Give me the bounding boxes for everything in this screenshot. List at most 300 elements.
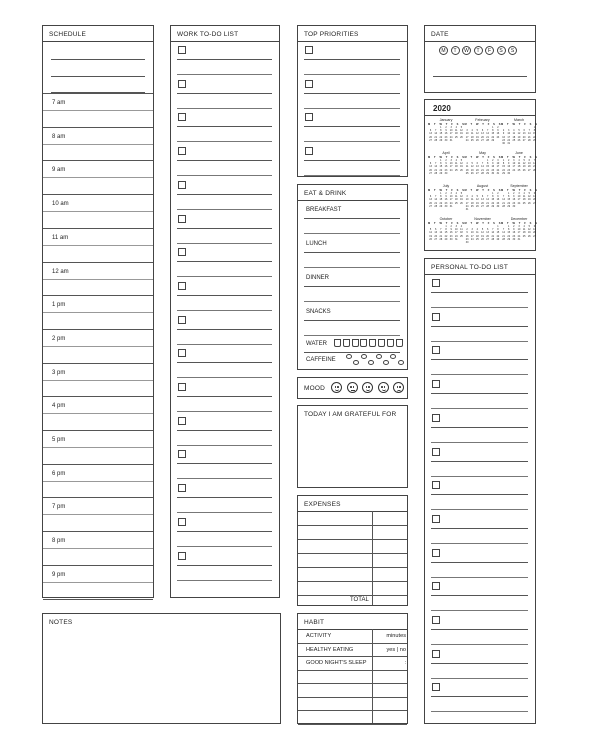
calendar-day: 24 [454, 234, 458, 238]
schedule-hour-row [43, 430, 153, 431]
expense-row-line[interactable] [298, 539, 407, 540]
calendar-day: 17 [517, 231, 521, 235]
calendar-day: 16 [502, 135, 505, 139]
meal-line[interactable] [304, 335, 400, 336]
calendar-month [428, 118, 464, 143]
coffee-bean-icon[interactable] [346, 354, 352, 359]
water-label: WATER [306, 341, 327, 347]
priority-note-line[interactable] [304, 74, 400, 75]
water-cup-icon[interactable] [387, 339, 394, 347]
calendar-day: 2 [492, 158, 494, 162]
blank-line[interactable] [51, 59, 145, 60]
calendar-day: 7 [533, 158, 536, 162]
calendar-day: 25 [454, 135, 458, 139]
schedule-time-label: 12 am [52, 268, 69, 275]
calendar-day: 23 [496, 201, 500, 205]
personal-checkbox[interactable] [432, 279, 440, 287]
priority-line[interactable] [304, 93, 400, 94]
habit-row-line[interactable] [298, 643, 407, 644]
work-checkbox[interactable] [178, 46, 186, 54]
calendar-day: 24 [507, 139, 511, 143]
schedule-half-row[interactable] [43, 110, 153, 111]
work-task-line[interactable] [177, 531, 272, 532]
work-checkbox[interactable] [178, 349, 186, 357]
calendar-day: 3 [518, 191, 520, 195]
schedule-half-row[interactable] [43, 144, 153, 145]
calendar-day: 13 [481, 198, 484, 202]
habit-title: HABIT [304, 619, 325, 626]
work-note-line[interactable] [177, 74, 272, 75]
calendar-day: 30 [444, 139, 448, 143]
calendar-day: 5 [460, 191, 463, 195]
schedule-hour-row [43, 228, 153, 229]
schedule-half-row[interactable] [43, 481, 153, 482]
calendar-day: 28 [527, 139, 531, 143]
work-note-line[interactable] [177, 276, 272, 277]
calendar-day: 24 [449, 168, 453, 172]
meal-line[interactable] [304, 267, 400, 268]
calendar-day: 17 [465, 201, 469, 205]
content-face-icon[interactable] [378, 382, 389, 393]
personal-note-line[interactable] [431, 442, 528, 443]
calendar-day: 9 [497, 194, 499, 198]
work-checkbox[interactable] [178, 113, 186, 121]
personal-checkbox[interactable] [432, 650, 440, 658]
work-note-line[interactable] [177, 310, 272, 311]
calendar-day: 12 [527, 227, 531, 231]
work-note-line[interactable] [177, 344, 272, 345]
calendar-day: 26 [460, 201, 463, 205]
calendar-month-name: October [439, 217, 453, 221]
work-task-line[interactable] [177, 396, 272, 397]
expenses-total-label: TOTAL [350, 597, 369, 603]
calendar-month-name: September [510, 184, 528, 188]
habit-row-line[interactable] [298, 710, 407, 711]
priority-checkbox[interactable] [305, 113, 313, 121]
top-priorities-panel [297, 25, 408, 177]
habit-name: ACTIVITY [306, 633, 332, 639]
water-cup-icon[interactable] [334, 339, 341, 347]
calendar-day: 19 [460, 132, 463, 136]
calendar-month-name: April [442, 151, 450, 155]
work-checkbox[interactable] [178, 147, 186, 155]
schedule-half-row[interactable] [43, 413, 153, 414]
personal-task-line[interactable] [431, 528, 528, 529]
personal-checkbox[interactable] [432, 414, 440, 422]
meal-line[interactable] [304, 301, 400, 302]
habit-row-line[interactable] [298, 656, 407, 657]
top-priorities-title: TOP PRIORITIES [304, 31, 359, 38]
calendar-day: 3 [508, 128, 510, 132]
work-task-line[interactable] [177, 126, 272, 127]
calendar-day: 12 [429, 231, 432, 235]
schedule-time-label: 11 am [52, 234, 69, 241]
work-task-line[interactable] [177, 565, 272, 566]
priority-note-line[interactable] [304, 175, 400, 176]
weekday-circle[interactable]: M [439, 46, 448, 55]
work-note-line[interactable] [177, 377, 272, 378]
calendar-day: 1 [497, 224, 499, 228]
mouth [382, 389, 386, 391]
calendar-weekday-header: M T W T F S S [428, 123, 464, 126]
calendar-day: 19 [527, 198, 531, 202]
calendar-day: 22 [439, 135, 443, 139]
calendar-day: 19 [476, 201, 479, 205]
calendar-day: 27 [486, 238, 489, 242]
calendar-day: 28 [502, 238, 505, 242]
calendar-day: 11 [455, 194, 458, 198]
schedule-half-row[interactable] [43, 279, 153, 280]
personal-checkbox[interactable] [432, 481, 440, 489]
calendar-day: 22 [507, 234, 511, 238]
work-note-line[interactable] [177, 108, 272, 109]
work-checkbox[interactable] [178, 417, 186, 425]
calendar-day: 27 [481, 139, 484, 143]
personal-checkbox[interactable] [432, 515, 440, 523]
work-task-line[interactable] [177, 497, 272, 498]
calendar-day: 24 [470, 238, 474, 242]
calendar-day: 7 [486, 128, 489, 132]
work-checkbox[interactable] [178, 282, 186, 290]
calendar-day-grid [501, 226, 537, 242]
habit-value: yes | no [386, 646, 406, 653]
schedule-half-row[interactable] [43, 211, 153, 212]
work-task-line[interactable] [177, 93, 272, 94]
weekday-circle[interactable]: T [451, 46, 460, 55]
calendar-weekday-header: M T W T F S S [501, 123, 537, 126]
personal-note-line[interactable] [431, 644, 528, 645]
work-task-line[interactable] [177, 261, 272, 262]
work-task-line[interactable] [177, 295, 272, 296]
calendar-weekday-header: M T W T F S S [428, 156, 464, 159]
coffee-bean-icon[interactable] [368, 360, 374, 365]
work-note-line[interactable] [177, 546, 272, 547]
calendar-day: 2 [513, 191, 515, 195]
calendar-month-name: May [479, 151, 486, 155]
work-note-line[interactable] [177, 411, 272, 412]
calendar-day-grid [428, 193, 464, 209]
priority-line[interactable] [304, 59, 400, 60]
personal-checkbox[interactable] [432, 313, 440, 321]
calendar-month-name: January [439, 118, 453, 122]
work-task-line[interactable] [177, 59, 272, 60]
calendar-day: 26 [517, 139, 521, 143]
meal-label: BREAKFAST [306, 207, 342, 213]
calendar-day: 7 [528, 128, 530, 132]
calendar-day: 8 [508, 227, 510, 231]
calendar-day: 6 [528, 158, 530, 162]
work-checkbox[interactable] [178, 450, 186, 458]
personal-note-line[interactable] [431, 543, 528, 544]
calendar-day: 15 [502, 165, 505, 169]
work-checkbox[interactable] [178, 181, 186, 189]
neutral-face-icon[interactable] [347, 382, 358, 393]
schedule-half-row[interactable] [43, 380, 153, 381]
priority-checkbox[interactable] [305, 80, 313, 88]
work-task-line[interactable] [177, 329, 272, 330]
work-task-line[interactable] [177, 463, 272, 464]
work-note-line[interactable] [177, 209, 272, 210]
schedule-half-row[interactable] [43, 582, 153, 583]
personal-task-line[interactable] [431, 562, 528, 563]
work-note-line[interactable] [177, 478, 272, 479]
work-note-line[interactable] [177, 141, 272, 142]
calendar-day: 14 [527, 132, 531, 136]
calendar-day: 26 [476, 139, 479, 143]
schedule-half-row[interactable] [43, 245, 153, 246]
schedule-half-row[interactable] [43, 514, 153, 515]
tongue-face-icon[interactable] [362, 382, 373, 393]
calendar-day: 18 [470, 135, 474, 139]
work-note-line[interactable] [177, 512, 272, 513]
personal-task-line[interactable] [431, 595, 528, 596]
notes-title: NOTES [49, 619, 73, 626]
water-cup-icon[interactable] [352, 339, 359, 347]
work-checkbox[interactable] [178, 316, 186, 324]
personal-checkbox[interactable] [432, 380, 440, 388]
schedule-hour-row [43, 262, 153, 263]
meal-line[interactable] [304, 286, 400, 287]
calendar-day: 21 [434, 135, 438, 139]
expense-row-line[interactable] [298, 553, 407, 554]
coffee-bean-icon[interactable] [376, 354, 382, 359]
weekday-circle[interactable]: S [508, 46, 517, 55]
calendar-day: 12 [476, 132, 479, 136]
work-task-line[interactable] [177, 362, 272, 363]
expense-row-line[interactable] [298, 525, 407, 526]
personal-note-line[interactable] [431, 509, 528, 510]
calendar-day: 15 [486, 165, 489, 169]
coffee-bean-icon[interactable] [398, 360, 404, 365]
priority-note-line[interactable] [304, 141, 400, 142]
habit-row-line[interactable] [298, 683, 407, 684]
priority-line[interactable] [304, 126, 400, 127]
calendar-day: 22 [444, 234, 448, 238]
happy-face-icon[interactable] [331, 382, 342, 393]
meal-line[interactable] [304, 218, 400, 219]
calendar-day: 1 [508, 191, 510, 195]
work-checkbox[interactable] [178, 383, 186, 391]
work-task-line[interactable] [177, 228, 272, 229]
calendar-day: 23 [502, 139, 505, 143]
calendar-day: 18 [522, 231, 526, 235]
work-checkbox[interactable] [178, 215, 186, 223]
calendar-day: 13 [522, 132, 526, 136]
calendar-day: 25 [454, 201, 458, 205]
work-task-line[interactable] [177, 430, 272, 431]
expense-column-divider [372, 511, 373, 605]
calendar-day: 20 [522, 135, 526, 139]
personal-checkbox[interactable] [432, 582, 440, 590]
calendar-day: 16 [444, 165, 448, 169]
calendar-day: 22 [502, 168, 505, 172]
calendar-day: 2 [445, 125, 447, 129]
coffee-bean-icon[interactable] [383, 360, 389, 365]
calendar-day: 19 [517, 135, 521, 139]
schedule-time-label: 2 pm [52, 335, 66, 342]
calendar-day: 31 [507, 142, 511, 146]
calendar-day: 18 [522, 198, 526, 202]
habit-row-line[interactable] [298, 724, 407, 725]
calendar-month [428, 184, 464, 209]
calendar-day: 2 [497, 191, 499, 195]
mood-title: MOOD [304, 385, 326, 392]
calendar-day: 17 [507, 135, 511, 139]
personal-checkbox[interactable] [432, 346, 440, 354]
calendar-day: 21 [486, 135, 489, 139]
schedule-hour-row [43, 329, 153, 330]
personal-task-line[interactable] [431, 663, 528, 664]
calendar-day: 21 [527, 135, 531, 139]
work-note-line[interactable] [177, 175, 272, 176]
weekday-circle[interactable]: F [485, 46, 494, 55]
calendar-day: 12 [460, 161, 463, 165]
habit-row-line[interactable] [298, 697, 407, 698]
schedule-time-label: 6 pm [52, 470, 66, 477]
weekday-circle[interactable]: W [462, 46, 471, 55]
personal-note-line[interactable] [431, 610, 528, 611]
personal-note-line[interactable] [431, 577, 528, 578]
schedule-half-row[interactable] [43, 312, 153, 313]
water-cup-icon[interactable] [343, 339, 350, 347]
meal-line[interactable] [304, 233, 400, 234]
calendar-day: 23 [449, 234, 453, 238]
calendar-day: 27 [434, 238, 438, 242]
meal-line[interactable] [304, 320, 400, 321]
calendar-day: 10 [470, 231, 474, 235]
calendar-day: 17 [454, 231, 458, 235]
work-checkbox[interactable] [178, 552, 186, 560]
calendar-month [465, 118, 501, 143]
work-note-line[interactable] [177, 580, 272, 581]
schedule-half-row[interactable] [43, 548, 153, 549]
personal-note-line[interactable] [431, 711, 528, 712]
personal-checkbox[interactable] [432, 549, 440, 557]
personal-note-line[interactable] [431, 678, 528, 679]
sad-face-icon[interactable] [393, 382, 404, 393]
work-task-line[interactable] [177, 194, 272, 195]
work-checkbox[interactable] [178, 80, 186, 88]
weekday-circle[interactable]: S [497, 46, 506, 55]
divider [304, 352, 400, 353]
calendar-day: 23 [444, 168, 448, 172]
personal-note-line[interactable] [431, 341, 528, 342]
personal-task-line[interactable] [431, 326, 528, 327]
personal-task-line[interactable] [431, 393, 528, 394]
personal-task-line[interactable] [431, 461, 528, 462]
water-cup-icon[interactable] [396, 339, 403, 347]
calendar-day: 10 [496, 161, 500, 165]
weekday-circle[interactable]: T [474, 46, 483, 55]
calendar-day: 11 [465, 165, 469, 169]
calendar-day: 5 [481, 227, 484, 231]
calendar-day: 4 [476, 227, 479, 231]
coffee-bean-icon[interactable] [353, 360, 359, 365]
calendar-day: 10 [449, 161, 453, 165]
calendar-day: 13 [527, 161, 531, 165]
calendar-day: 24 [512, 168, 516, 172]
schedule-half-row[interactable] [43, 177, 153, 178]
calendar-day: 21 [533, 165, 536, 169]
expense-row-line[interactable] [298, 581, 407, 582]
calendar-day: 18 [517, 165, 521, 169]
expense-row-line[interactable] [298, 595, 407, 596]
calendar-day: 25 [470, 205, 474, 209]
calendar-day: 26 [522, 168, 526, 172]
priority-line[interactable] [304, 160, 400, 161]
schedule-time-label: 8 pm [52, 538, 66, 545]
meal-line[interactable] [304, 252, 400, 253]
schedule-hour-row [43, 363, 153, 364]
personal-task-line[interactable] [431, 696, 528, 697]
calendar-day: 20 [429, 201, 432, 205]
personal-task-line[interactable] [431, 292, 528, 293]
work-checkbox[interactable] [178, 518, 186, 526]
work-note-line[interactable] [177, 445, 272, 446]
calendar-day: 28 [502, 205, 505, 209]
personal-task-line[interactable] [431, 629, 528, 630]
calendar-day: 15 [507, 198, 511, 202]
calendar-day: 1 [440, 191, 442, 195]
schedule-half-row[interactable] [43, 346, 153, 347]
calendar-day: 30 [444, 205, 448, 209]
personal-note-line[interactable] [431, 408, 528, 409]
calendar-month [501, 151, 537, 176]
expense-row-line[interactable] [298, 567, 407, 568]
calendar-day: 3 [518, 224, 520, 228]
work-task-line[interactable] [177, 160, 272, 161]
coffee-bean-icon[interactable] [361, 354, 367, 359]
priority-checkbox[interactable] [305, 46, 313, 54]
personal-task-line[interactable] [431, 359, 528, 360]
calendar-day: 7 [435, 128, 437, 132]
personal-checkbox[interactable] [432, 683, 440, 691]
priority-checkbox[interactable] [305, 147, 313, 155]
priority-note-line[interactable] [304, 108, 400, 109]
coffee-bean-icon[interactable] [390, 354, 396, 359]
habit-row-line[interactable] [298, 670, 407, 671]
water-cup-icon[interactable] [378, 339, 385, 347]
water-cup-icon[interactable] [369, 339, 376, 347]
calendar-day: 8 [440, 128, 442, 132]
personal-note-line[interactable] [431, 307, 528, 308]
calendar-day: 18 [512, 135, 516, 139]
personal-task-line[interactable] [431, 494, 528, 495]
work-note-line[interactable] [177, 243, 272, 244]
calendar-day: 7 [486, 194, 489, 198]
blank-line[interactable] [51, 76, 145, 77]
mouth [366, 389, 370, 391]
personal-note-line[interactable] [431, 374, 528, 375]
calendar-day: 13 [476, 165, 479, 169]
calendar-day: 28 [491, 238, 495, 242]
calendar-day: 30 [496, 205, 500, 209]
personal-checkbox[interactable] [432, 616, 440, 624]
personal-task-line[interactable] [431, 427, 528, 428]
personal-checkbox[interactable] [432, 448, 440, 456]
personal-note-line[interactable] [431, 476, 528, 477]
work-checkbox[interactable] [178, 484, 186, 492]
calendar-day: 3 [471, 227, 473, 231]
schedule-time-label: 9 pm [52, 571, 66, 578]
work-checkbox[interactable] [178, 248, 186, 256]
water-cup-icon[interactable] [360, 339, 367, 347]
schedule-half-row[interactable] [43, 447, 153, 448]
calendar-weekday-header: M T W T F S S [501, 156, 537, 159]
calendar-weekday-header: M T W T F S S [501, 222, 537, 225]
calendar-day: 13 [486, 231, 489, 235]
calendar-day: 28 [439, 238, 443, 242]
